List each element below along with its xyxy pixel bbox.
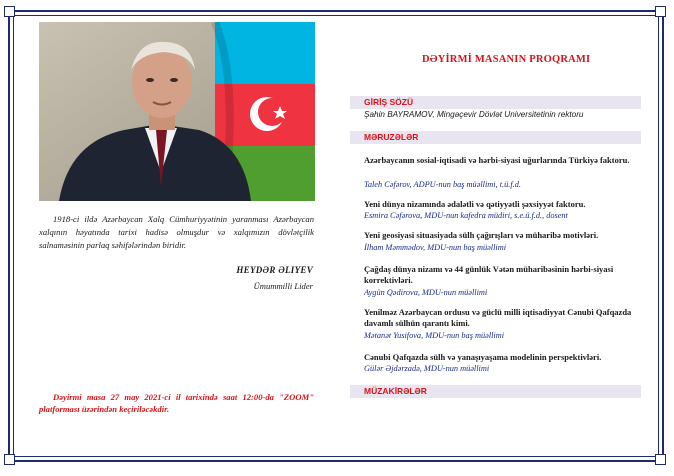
report-speaker: İlham Məmmədov, MDU-nun baş müəllimi	[364, 243, 507, 252]
corner-ornament-tr	[655, 6, 666, 17]
corner-ornament-br	[655, 454, 666, 465]
report-topic: Azərbaycanın sosial-iqtisadi və hərbi-siyasi uğurlarında Türkiyə faktoru.	[364, 155, 630, 165]
section-label-opening: GİRİŞ SÖZÜ	[364, 97, 414, 107]
corner-ornament-tl	[4, 6, 15, 17]
leader-quote: 1918-ci ildə Azərbaycan Xalq Cümhuriyyətinin yaranması Azərbaycan xalqının həyatında tarixi hadisə olmuşdur və xalqımızın dövlətçilik salnaməsinin parlaq səhifələrindən biridir.	[39, 214, 314, 250]
event-note: Dəyirmi masa 27 may 2021-ci il tarixində saat 12:00-da "ZOOM" platforması üzərindən keçiriləcəkdir.	[39, 392, 314, 414]
signature-role: Ümummilli Lider	[253, 281, 313, 291]
signature-name: HEYDƏR ƏLIYEV	[236, 265, 313, 275]
opening-speaker: Şahin BAYRAMOV, Mingəçevir Dövlət Universitetinin rektoru	[364, 110, 584, 119]
report-topic: Yeni dünya nizamında ədalətli və qətiyyətli şəxsiyyət faktoru.	[364, 199, 586, 209]
report-topic: Çağdaş dünya nizamı və 44 günlük Vətən müharibəsinin hərbi-siyasi korrektivləri.	[364, 264, 614, 285]
report-speaker: Mətanət Yusifova, MDU-nun baş müəllimi	[364, 331, 505, 340]
section-label-reports: MƏRUZƏLƏR	[364, 132, 419, 142]
report-speaker: Aygün Qədirova, MDU-nun müəllimi	[364, 288, 488, 297]
corner-ornament-bl	[4, 454, 15, 465]
report-speaker: Taleh Cəfərov, ADPU-nun baş müəllimi, t.ü.f.d.	[364, 180, 521, 189]
report-speaker: Gülər Əjdərzadə, MDU-nun müəllimi	[364, 364, 490, 373]
section-bar-discussion	[350, 385, 641, 398]
program-title: DƏYİRMİ MASANIN PROQRAMI	[422, 54, 591, 65]
report-topic: Yenilməz Azərbaycan ordusu və güclü milli iqtisadiyyat Cənubi Qafqazda davamlı sülhün qarantı kimi.	[364, 307, 632, 328]
portrait-photo	[39, 22, 315, 201]
report-topic: Cənubi Qafqazda sülh və yanaşıyaşama modelinin perspektivləri.	[364, 352, 602, 362]
section-bar-opening	[350, 96, 641, 109]
report-speaker: Esmira Cəfərova, MDU-nun kafedra müdiri, s.e.ü.f.d., dosent	[364, 211, 568, 220]
report-topic: Yeni geosiyasi situasiyada sülh çağırışları və müharibə motivləri.	[364, 230, 599, 240]
section-bar-reports	[350, 131, 641, 144]
section-label-discussion: MÜZAKİRƏLƏR	[364, 386, 427, 396]
